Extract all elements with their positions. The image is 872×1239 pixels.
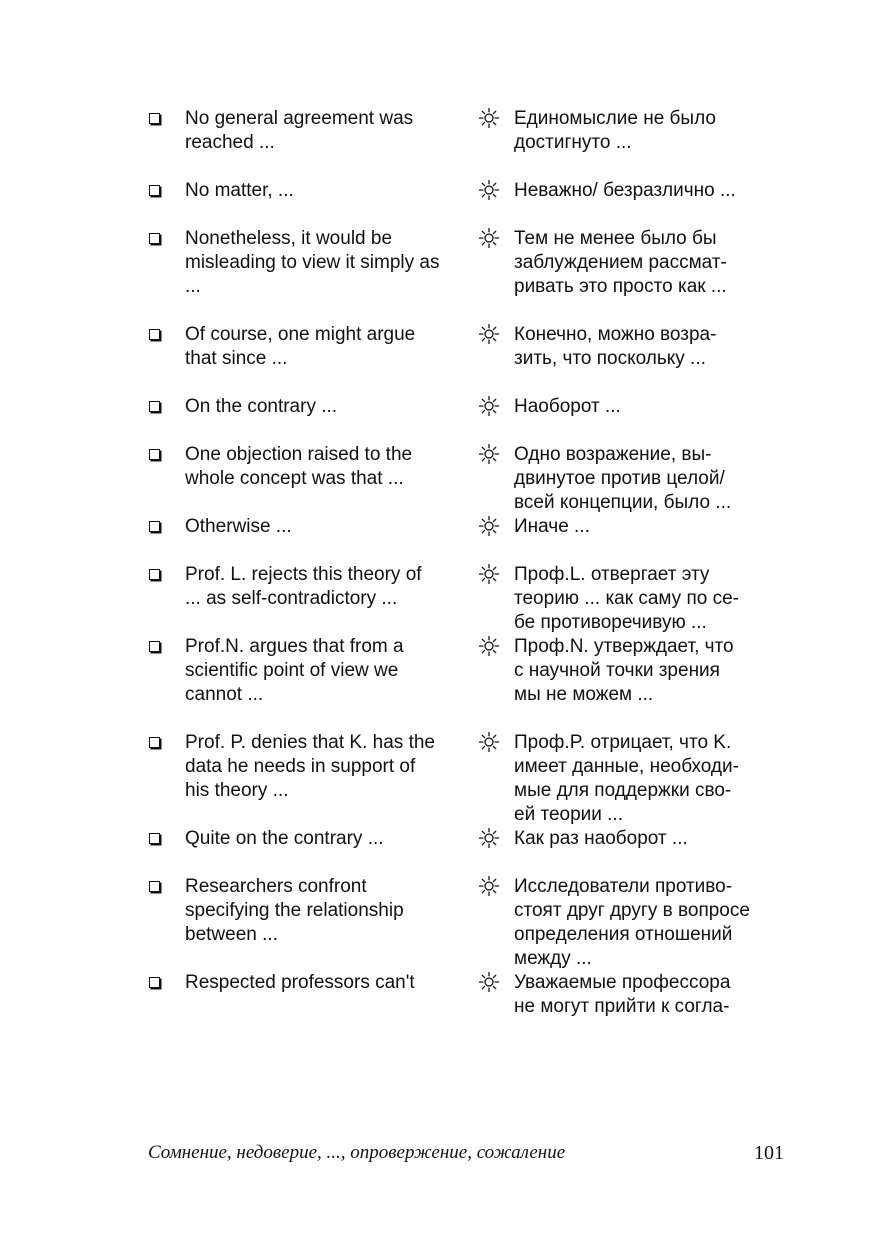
sun-icon xyxy=(478,179,500,201)
sun-icon xyxy=(478,635,500,657)
english-phrase: Prof.N. argues that from a scientific point of view we cannot ... xyxy=(185,636,404,705)
checkbox-icon xyxy=(149,449,160,460)
checkbox-icon xyxy=(149,401,160,412)
phrase-list xyxy=(0,107,872,1019)
phrase-row xyxy=(0,635,872,707)
checkbox-icon xyxy=(149,185,160,196)
page-number: 101 xyxy=(754,1142,784,1164)
russian-translation: Конечно, можно возра- зить, что поскольку ... xyxy=(514,324,717,369)
russian-translation: Одно возражение, вы- двинутое против целой/ всей концепции, было ... xyxy=(514,444,732,513)
russian-translation: Исследователи противо- стоят друг другу в вопросе определения отношений между ... xyxy=(514,876,750,969)
russian-translation: Тем не менее было бы заблуждением рассмат- ривать это просто как ... xyxy=(514,228,727,297)
russian-translation: Неважно/ безразлично ... xyxy=(514,180,736,201)
checkbox-icon xyxy=(149,113,160,124)
sun-icon xyxy=(478,563,500,585)
english-phrase: Prof. L. rejects this theory of ... as self-contradictory ... xyxy=(185,564,422,609)
phrase-row xyxy=(0,875,872,969)
phrase-row xyxy=(0,731,872,825)
checkbox-icon xyxy=(149,833,160,844)
checkbox-icon xyxy=(149,521,160,532)
phrase-row xyxy=(0,323,872,371)
sun-icon xyxy=(478,443,500,465)
checkbox-icon xyxy=(149,329,160,340)
phrase-row xyxy=(0,227,872,299)
sun-icon xyxy=(478,323,500,345)
russian-translation: Проф.P. отрицает, что K. имеет данные, необходи- мые для поддержки сво- ей теории ... xyxy=(514,732,739,825)
russian-translation: Единомыслие не было достигнуто ... xyxy=(514,108,716,153)
english-phrase: Quite on the contrary ... xyxy=(185,828,384,849)
phrase-row xyxy=(0,515,872,539)
sun-icon xyxy=(478,107,500,129)
checkbox-icon xyxy=(149,641,160,652)
english-phrase: One objection raised to the whole concept was that ... xyxy=(185,444,413,489)
english-phrase: On the contrary ... xyxy=(185,396,338,417)
checkbox-icon xyxy=(149,233,160,244)
checkbox-icon xyxy=(149,737,160,748)
checkbox-icon xyxy=(149,977,160,988)
russian-translation: Как раз наоборот ... xyxy=(514,828,688,849)
english-phrase: Researchers confront specifying the relationship between ... xyxy=(185,876,404,945)
phrase-row xyxy=(0,971,872,1017)
checkbox-icon xyxy=(149,881,160,892)
sun-icon xyxy=(478,827,500,849)
russian-translation: Проф.N. утверждает, что с научной точки зрения мы не можем ... xyxy=(514,636,734,705)
phrase-row xyxy=(0,443,872,513)
english-phrase: No general agreement was reached ... xyxy=(185,108,414,153)
checkbox-icon xyxy=(149,569,160,580)
sun-icon xyxy=(478,395,500,417)
phrase-row xyxy=(0,179,872,203)
russian-translation: Иначе ... xyxy=(514,516,590,537)
sun-icon xyxy=(478,731,500,753)
phrase-row xyxy=(0,107,872,155)
sun-icon xyxy=(478,227,500,249)
english-phrase: Prof. P. denies that K. has the data he needs in support of his theory ... xyxy=(185,732,435,801)
footer-title: Сомнение, недоверие, ..., опровержение, сожаление xyxy=(148,1142,566,1163)
page-footer xyxy=(148,1141,788,1167)
russian-translation: Проф.L. отвергает эту теорию ... как саму по се- бе противоречивую ... xyxy=(514,564,739,633)
russian-translation: Уважаемые профессора не могут прийти к согла- xyxy=(514,972,731,1017)
english-phrase: Respected professors can't xyxy=(185,972,415,993)
sun-icon xyxy=(478,971,500,993)
english-phrase: Otherwise ... xyxy=(185,516,292,537)
english-phrase: No matter, ... xyxy=(185,180,294,201)
sun-icon xyxy=(478,875,500,897)
phrase-row xyxy=(0,563,872,633)
phrase-row xyxy=(0,395,872,419)
sun-icon xyxy=(478,515,500,537)
russian-translation: Наоборот ... xyxy=(514,396,621,417)
english-phrase: Of course, one might argue that since ... xyxy=(185,324,416,369)
phrase-row xyxy=(0,827,872,851)
english-phrase: Nonetheless, it would be misleading to view it simply as ... xyxy=(185,228,440,297)
